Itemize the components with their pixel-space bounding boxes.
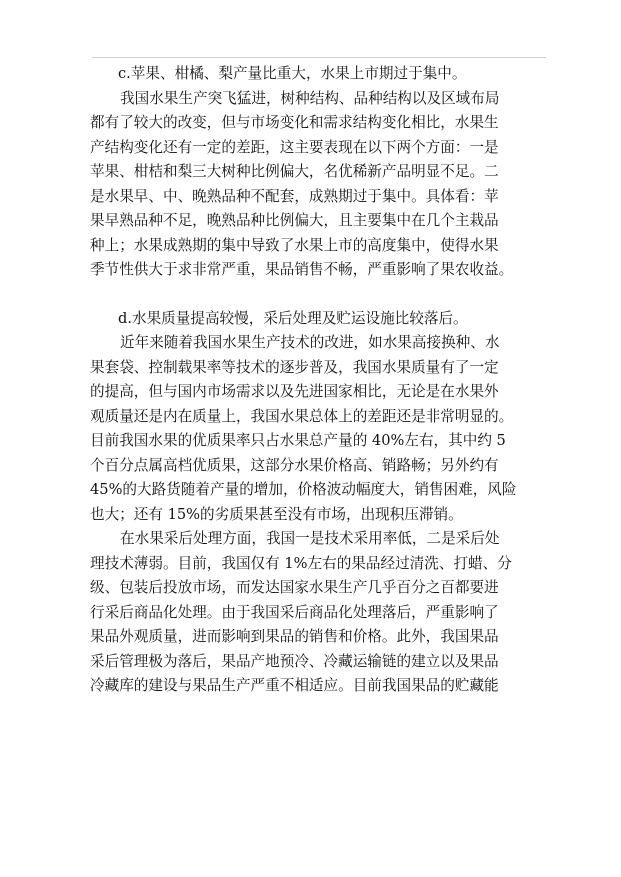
section-d-heading: d.水果质量提高较慢，采后处理及贮运设施比较落后。: [118, 309, 468, 327]
section-d-para1-line: 45%的大路货随着产量的增加，价格波动幅度大，销售困难，风险: [90, 481, 517, 498]
section-d-para1-line: 的提高，但与国内市场需求以及先进国家相比，无论是在水果外: [90, 383, 499, 400]
section-d-para1-line: 个百分点属高档优质果，这部分水果价格高、销路畅；另外约有: [90, 456, 499, 474]
document-body: [90, 62, 546, 699]
section-c-line: 都有了较大的改变，但与市场变化和需求结构变化相比，水果生: [90, 114, 499, 131]
section-d-para2-line: 冷藏库的建设与果品生产严重不相适应。目前我国果品的贮藏能: [90, 677, 499, 694]
section-c-line: 种上；水果成熟期的集中导致了水果上市的高度集中，使得水果: [90, 236, 499, 254]
section-c-line: 季节性供大于求非常严重，果品销售不畅，严重影响了果农收益。: [90, 261, 514, 278]
section-d-para2-line: 在水果采后处理方面，我国一是技术采用率低，二是采后处: [120, 530, 500, 547]
section-c-line: 我国水果生产突飞猛进，树种结构、品种结构以及区域布局: [120, 89, 500, 107]
header-rule: [92, 57, 546, 58]
section-d-para1-line: 果套袋、控制载果率等技术的逐步普及，我国水果质量有了一定: [90, 358, 499, 376]
section-d-para1-line: 观质量还是内在质量上，我国水果总体上的差距还是非常明显的。: [90, 407, 514, 425]
section-d-para2-line: 级、包装后投放市场，而发达国家水果生产几乎百分之百都要进: [90, 579, 499, 596]
section-d-para2-line: 采后管理极为落后，果品产地预冷、冷藏运输链的建立以及果品: [90, 652, 499, 670]
paragraph-gap: [90, 283, 546, 307]
section-c-line: 苹果、柑桔和梨三大树种比例偏大，名优稀新产品明显不足。二: [90, 163, 499, 180]
section-d-para2-line: 理技术薄弱。目前，我国仅有 1%左右的果品经过清洗、打蜡、分: [90, 554, 512, 572]
section-c-line: 产结构变化还有一定的差距，这主要表现在以下两个方面：一是: [90, 138, 499, 156]
section-d-para1-line: 目前我国水果的优质果率只占水果总产量的 40%左右，其中约 5: [90, 432, 506, 449]
section-d-para1-line: 也大；还有 15%的劣质果甚至没有市场，出现积压滞销。: [90, 505, 463, 523]
section-c-line: 是水果早、中、晚熟品种不配套，成熟期过于集中。具体看：苹: [90, 187, 499, 205]
section-c-line: 果早熟品种不足，晚熟品种比例偏大，且主要集中在几个主栽品: [90, 212, 499, 229]
section-d-para1-line: 近年来随着我国水果生产技术的改进，如水果高接换种、水: [120, 334, 500, 351]
section-d-para2-line: 行采后商品化处理。由于我国采后商品化处理落后，严重影响了: [90, 603, 499, 621]
section-c-heading: c.苹果、柑橘、梨产量比重大，水果上市期过于集中。: [118, 65, 467, 82]
section-d-para2-line: 果品外观质量，进而影响到果品的销售和价格。此外，我国果品: [90, 628, 499, 645]
